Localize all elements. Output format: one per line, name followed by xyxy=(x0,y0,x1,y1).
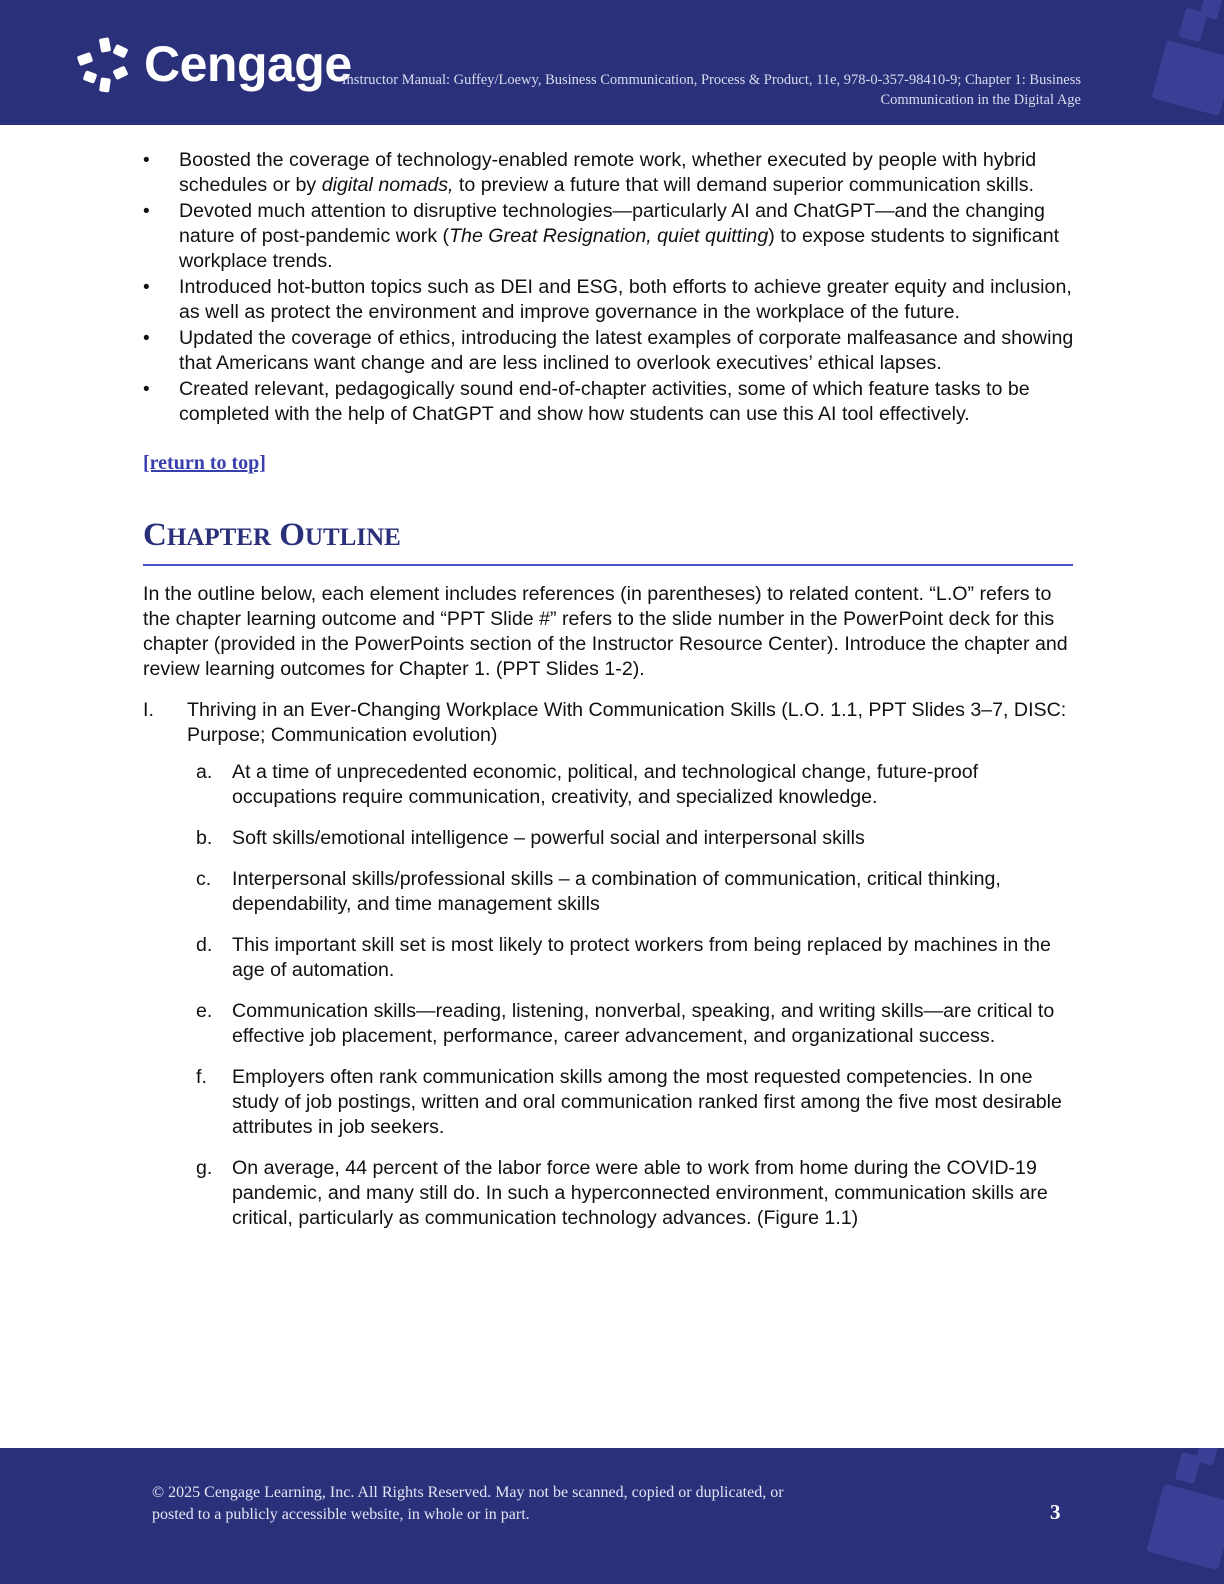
improvements-list xyxy=(143,148,1083,427)
list-item: c. Interpersonal skills/professional skills – a combination of communication, critical thinking, dependability, and time management skills xyxy=(196,868,1001,915)
outline-subitems xyxy=(143,760,1083,1231)
header-caption-line1: Instructor Manual: Guffey/Loewy, Business Communication, Process & Product, 11e, 978-0-357-98410-9; Chapter 1: Business xyxy=(341,72,1081,88)
outline-intro-paragraph: In the outline below, each element includes references (in parentheses) to related content. “L.O” refers to the chapter learning outcome and “PPT Slide #” refers to the slide number in the PowerPoint deck for this chapter (provided in the PowerPoints section of the Instructor Resource Center). Introduce the chapter and review learning outcomes for Chapter 1. (PPT Slides 1-2). xyxy=(143,583,1068,680)
outline-section-title: Thriving in an Ever-Changing Workplace With Communication Skills (L.O. 1.1, PPT Slides 3–7, DISC: Purpose; Communication evolution) xyxy=(187,699,1067,746)
page-footer xyxy=(0,1448,1224,1584)
list-item: b. Soft skills/emotional intelligence – powerful social and interpersonal skills xyxy=(196,827,865,849)
list-item: a. At a time of unprecedented economic, political, and technological change, future-proof occupations require communication, creativity, and specialized knowledge. xyxy=(196,761,979,808)
decorative-corner-icon xyxy=(1140,1448,1224,1584)
chapter-outline-heading: CHAPTER OUTLINE xyxy=(143,515,1073,566)
page-number: 3 xyxy=(1050,1500,1061,1524)
list-item: • Boosted the coverage of technology-enabled remote work, whether executed by people with hybrid schedules or by digital nomads, to preview a future that will demand superior communication skills. xyxy=(143,148,1083,198)
list-item: d. This important skill set is most likely to protect workers from being replaced by machines in the age of automation. xyxy=(196,934,1051,981)
header-caption-line2: Communication in the Digital Age xyxy=(880,92,1081,108)
list-item: f. Employers often rank communication skills among the most requested competencies. In one study of job postings, written and oral communication ranked first among the five most desirable attributes in job seekers. xyxy=(196,1066,1062,1138)
list-item: • Introduced hot-button topics such as DEI and ESG, both efforts to achieve greater equity and inclusion, as well as protect the environment and improve governance in the workplace of the future. xyxy=(143,275,1083,325)
header-caption xyxy=(221,70,1081,110)
list-item: • Updated the coverage of ethics, introducing the latest examples of corporate malfeasance and showing that Americans want change and are less inclined to overlook executives’ ethical lapses. xyxy=(143,326,1083,376)
page-content xyxy=(143,148,1083,1247)
outline-number: I. xyxy=(143,699,154,721)
list-item: e. Communication skills—reading, listening, nonverbal, speaking, and writing skills—are critical to effective job placement, performance, career advancement, and organizational success. xyxy=(196,1000,1055,1047)
cengage-logo-icon xyxy=(74,34,136,94)
list-item: • Created relevant, pedagogically sound end-of-chapter activities, some of which feature tasks to be completed with the help of ChatGPT and show how students can use this AI tool effectively. xyxy=(143,377,1083,427)
list-item: • Devoted much attention to disruptive technologies—particularly AI and ChatGPT—and the changing nature of post-pandemic work (The Great Resignation, quiet quitting) to expose students to significant workplace trends. xyxy=(143,199,1083,274)
page-header xyxy=(0,0,1224,125)
decorative-corner-icon xyxy=(1144,0,1224,125)
logo-wordmark: Cengage xyxy=(144,36,352,92)
copyright-notice: © 2025 Cengage Learning, Inc. All Rights Reserved. May not be scanned, copied or duplicated, or posted to a publicly accessible website, in whole or in part. xyxy=(152,1484,784,1523)
outline-section-1 xyxy=(143,698,1083,748)
return-to-top-link[interactable]: [return to top] xyxy=(143,452,266,474)
list-item: g. On average, 44 percent of the labor force were able to work from home during the COVID-19 pandemic, and many still do. In such a hyperconnected environment, communication skills are critical, particularly as communication technology advances. (Figure 1.1) xyxy=(196,1157,1048,1229)
